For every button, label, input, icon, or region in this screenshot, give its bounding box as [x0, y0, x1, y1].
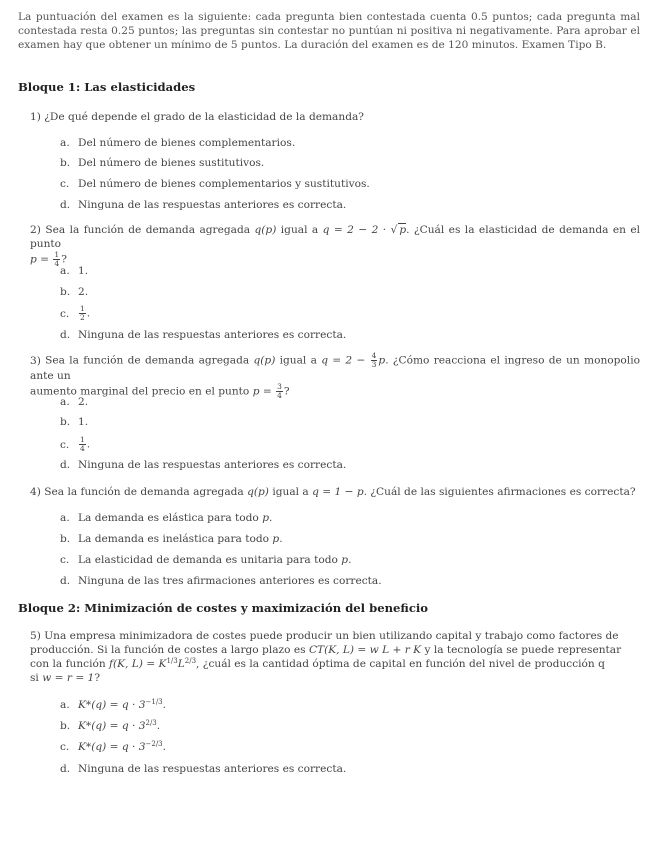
- section-title-costs: Bloque 2: Minimización de costes y maximización del beneficio: [18, 601, 429, 615]
- q2-option-b[interactable]: b. 2.: [60, 286, 89, 298]
- question-4: 4) Sea la función de demanda agregada q(p) igual a q = 1 − p. ¿Cuál de las siguientes afirmaciones es correcta?: [30, 486, 636, 498]
- question-2: 2) Sea la función de demanda agregada q(p) igual a q = 2 − 2 · √ p. ¿Cuál es la elasticidad de demanda en el punto p = $\frac{1}{4}$ ?: [30, 224, 641, 268]
- q2-option-c[interactable]: c. $\frac{1}{2}$ .: [60, 304, 91, 322]
- question-1: [30, 110, 640, 124]
- q4-option-b[interactable]: b. La demanda es inelástica para todo p.: [60, 533, 283, 545]
- q4-option-c[interactable]: c. La elasticidad de demanda es unitaria para todo p.: [60, 554, 352, 566]
- question-5: 5) Una empresa minimizadora de costes puede producir un bien utilizando capital y trabajo como factores de producción. Si la función de costes a largo plazo es CT(K, L) = w L + r K y la tecnología se puede representar con la función f(K, $L) = K^{1/3}L^{2/3}$, ¿cuál es la cantidad óptima de capital en función del nivel de producción q si w = r = 1?: [30, 630, 622, 684]
- q3-option-a[interactable]: a. 2.: [60, 396, 89, 408]
- q5-option-a[interactable]: a. $K*(q) = q \cdot 3^{-1/3}$.: [60, 698, 167, 711]
- q2-option-d[interactable]: d. Ninguna de las respuestas anteriores es correcta.: [60, 329, 347, 341]
- q5-option-c[interactable]: c. $K*(q) = q \cdot 3^{-2/3}$.: [60, 740, 167, 753]
- q4-option-d[interactable]: d. Ninguna de las tres afirmaciones anteriores es correcta.: [60, 575, 382, 587]
- q1-option-b[interactable]: b. Del número de bienes sustitutivos.: [60, 157, 265, 169]
- question-3: 3) Sea la función de demanda agregada q(p) igual a q = 2 − $\frac{4}{3}$ p. ¿Cómo reacciona el ingreso de un monopolio ante un aumento marginal del precio en el punto p = $\frac{3}{4}$ ?: [30, 351, 640, 400]
- q3-option-d[interactable]: d. Ninguna de las respuestas anteriores es correcta.: [60, 459, 347, 471]
- q1-option-c[interactable]: c. Del número de bienes complementarios y sustitutivos.: [60, 178, 370, 190]
- question-number: 1): [30, 111, 41, 123]
- q5-option-d[interactable]: d. Ninguna de las respuestas anteriores es correcta.: [60, 763, 347, 775]
- section-title-elasticities: Bloque 1: Las elasticidades: [18, 80, 196, 94]
- q4-option-a[interactable]: a. La demanda es elástica para todo p.: [60, 512, 273, 524]
- q5-option-b[interactable]: b. $K*(q) = q \cdot 3^{2/3}$.: [60, 719, 161, 732]
- q3-option-b[interactable]: b. 1.: [60, 416, 89, 428]
- q1-option-d[interactable]: d. Ninguna de las respuestas anteriores es correcta.: [60, 199, 347, 211]
- q1-option-a[interactable]: a. Del número de bienes complementarios.: [60, 137, 296, 149]
- exam-instructions: La puntuación del examen es la siguiente: cada pregunta bien contestada cuenta 0.5 puntos; cada pregunta mal contestada resta 0.25 puntos; las preguntas sin contestar no puntúan ni positiva ni negativamente. Para aprobar el examen hay que obtener un mínimo de 5 puntos. La duración del examen es de 120 minutos. Examen Tipo B.: [18, 11, 640, 51]
- q2-option-a[interactable]: a. 1.: [60, 265, 89, 277]
- question-text: ¿De qué depende el grado de la elasticidad de la demanda?: [44, 111, 364, 123]
- q3-option-c[interactable]: c. $\frac{1}{4}$ .: [60, 435, 91, 453]
